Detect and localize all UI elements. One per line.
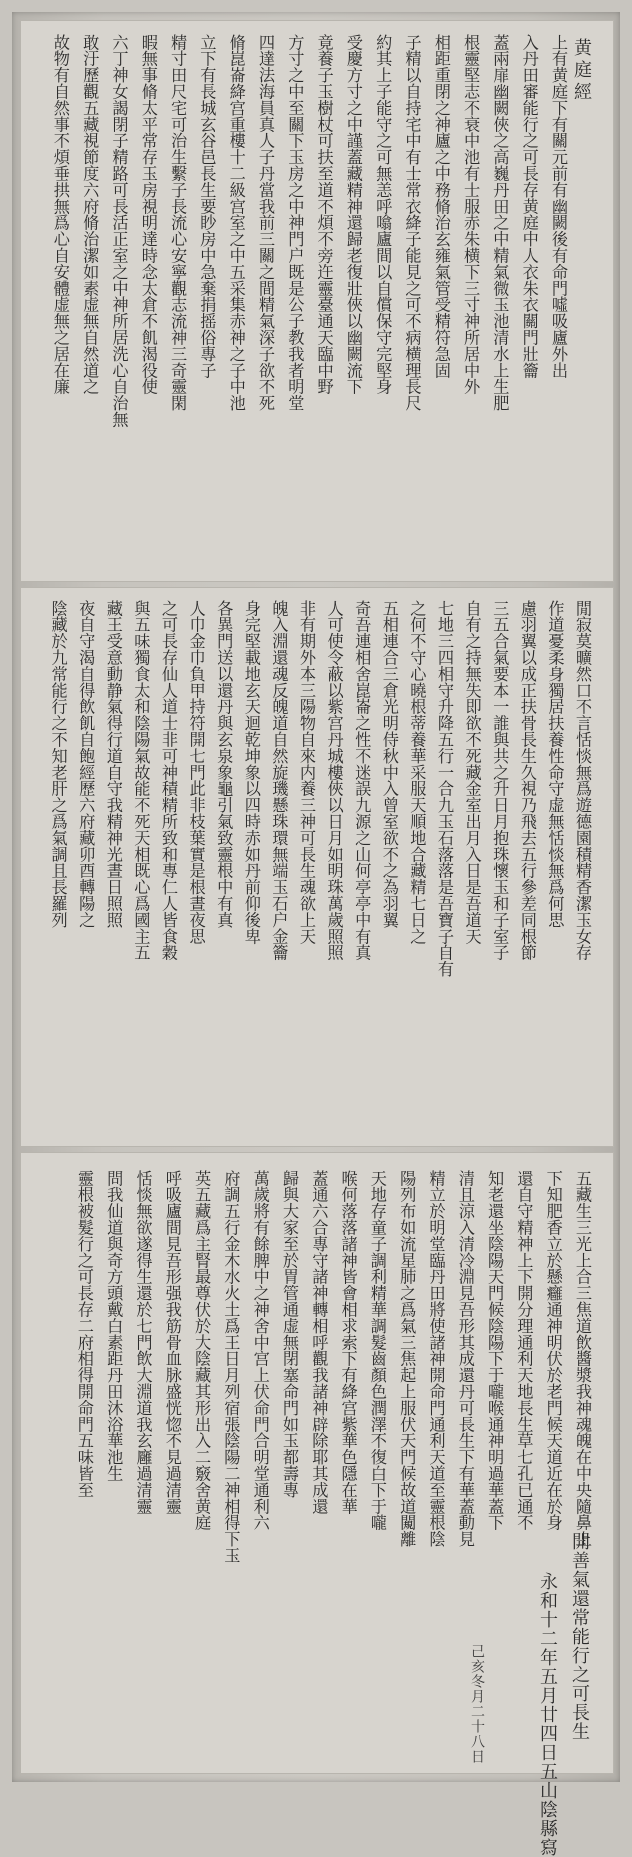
section-1-column: 子精以自持宅中有士常衣絳子能見之可不病横理長尺 [402, 34, 422, 412]
section-2-column: 慮羽翼以成正扶骨長生久視乃飛去五行參差同根節 [517, 600, 537, 961]
closing-line-1: 開善氣還常能行之可長生 [569, 1532, 590, 1741]
closing-line-2: 永和十二年五月廿四日五山陰縣寫 [537, 1572, 558, 1857]
section-3-column: 還自守精神上下開分理通利天地長生草七孔已通不 [514, 1170, 534, 1531]
section-1-column: 相距重閉之神廬之中務脩治玄雍氣管受精符急固 [431, 34, 451, 379]
section-2-column: 魄入淵還魂反魄道自然旋璣懸珠環無端玉石户金籥 [269, 600, 289, 961]
section-3-column: 英五藏爲主腎最尊伏於大陰藏其形出入二竅舍黄庭 [192, 1170, 212, 1531]
section-2-column: 身完堅載地玄天迴乾坤象以四時赤如丹前仰後卑 [241, 600, 261, 945]
section-2-column: 自有之持無失即欲不死藏金室出月入日是吾道天 [462, 600, 482, 945]
section-1-column: 暇無事脩太平常存玉房視明達時念太倉不飢渴役使 [138, 34, 158, 395]
section-3-column: 下知肥香立於懸癰通神明伏於老門候天道近在於身 [543, 1170, 563, 1531]
section-1-column: 受慶方寸之中謹蓋藏精神還歸老復壯俠以幽闕流下 [343, 34, 363, 395]
section-3-column: 恬惔無欲遂得生還於七門飲大淵道我玄廱過清靈 [133, 1170, 153, 1515]
section-2-column: 作道憂柔身獨居扶養性命守虚無恬惔無爲何思 [545, 600, 565, 928]
section-3-column: 知老還坐陰陽天門候陰陽下于嚨喉通神明過華蓋下 [485, 1170, 505, 1531]
document-title: 黄庭經 [571, 38, 592, 104]
section-3-column: 府調五行金木水火土爲王日月列宿張陰陽二神相得下玉 [221, 1170, 241, 1564]
section-3-column: 問我仙道與奇方頭戴白素距丹田沐浴華池生 [104, 1170, 124, 1482]
scroll-mount [12, 12, 620, 1857]
section-2-column: 非有期外本三陽物自來内養三神可長生魂欲上天 [297, 600, 316, 945]
section-1-column: 立下有長城玄谷邑長生要眇房中急棄捐摇俗專子 [197, 34, 217, 379]
section-1-column: 四達法海員真人子丹當我前三關之間精氣深子欲不死 [256, 34, 275, 412]
section-3-column: 喉何落落諸神皆會相求索下有絳宫紫華色隱在華 [338, 1170, 358, 1515]
section-1-column: 約其上子能守之可無恙呼噏廬間以自償保守完堅身 [373, 34, 393, 395]
section-2-column: 之何不守心曉根蒂養華采服天順地合藏精七日之 [407, 600, 427, 945]
section-1-column: 故物有自然事不煩垂拱無爲心自安體虚無之居在廉 [50, 34, 70, 395]
section-1-column: 方寸之中至關下玉房之中神門户既是公子教我者明堂 [285, 34, 305, 412]
section-3-column: 呼吸廬間見吾形强我筋骨血脉盛恍惚不見過清靈 [162, 1170, 182, 1515]
section-1-column: 入丹田審能行之可長存黄庭中人衣朱衣關門壯籥 [519, 34, 539, 379]
section-1-column: 精寸田尺宅可治生繫子長流心安寧觀志流神三奇靈閑 [168, 34, 188, 412]
section-2-column: 五相連合三倉光明侍秋中入曾室欲不之為羽翼 [379, 600, 399, 928]
section-1-column: 根靈堅志不衰中池有士服赤朱横下三寸神所居中外 [461, 34, 481, 395]
section-2-column: 人可使令蔽以紫宫丹城樓俠以日月如明珠萬歲照照 [324, 600, 344, 961]
section-3-column: 萬歲將有餘脾中之神舍中宫上伏命門合明堂通利六 [250, 1170, 270, 1531]
section-2-column: 藏王受意動静氣得行道自守我精神光晝日照照 [103, 600, 123, 928]
section-2-column: 奇吾連相舍崑崙之性不迷誤九源之山何亭亭中有真 [352, 600, 372, 961]
section-1-column: 蓋兩扉幽闕俠之高巍丹田之中精氣微玉池清水上生肥 [490, 34, 510, 412]
section-1-column: 脩崑崙絳宫重樓十二級宫室之中五采集赤神之子中池 [226, 34, 246, 412]
section-3-column: 五藏生三光上合三焦道飲醬漿我神魂魄在中央隨鼻上 [573, 1170, 592, 1548]
section-1-column: 六丁神女謁閉子精路可長活正室之中神所居洗心自治無 [109, 34, 129, 428]
section-2-column: 三五合氣要本一誰與共之升日月抱珠懷玉和子室子 [490, 600, 510, 961]
section-2-column: 夜自守渴自得飲飢自飽經歷六府藏卯酉轉陽之 [76, 600, 96, 928]
section-1-column: 竟養子玉樹杖可扶至道不煩不旁迕靈臺通天臨中野 [314, 34, 334, 395]
section-2-column: 七地三四相守升降五行一合九玉石落落是吾寶子自有 [435, 600, 454, 978]
section-2-column: 之可長存仙人道士非可神積精所致和專仁人皆食穀 [159, 600, 178, 961]
section-2-column: 與五味獨食太和陰陽氣故能不死天相既心爲國主五 [131, 600, 151, 961]
section-2-column: 陰藏於九常能行之不知老肝之爲氣調且長羅列 [48, 600, 68, 928]
date-inscription: 己亥冬月二十八日 [469, 1644, 485, 1764]
section-2-column: 各異門送以還丹與玄泉象龜引氣致靈根中有真 [214, 600, 234, 928]
section-1-column: 上有黄庭下有關元前有幽闕後有命門噓吸廬外出 [549, 34, 568, 379]
section-2-column: 人巾金巾負甲持符開七門此非枝葉實是根晝夜思 [186, 600, 206, 945]
section-2-column: 閒寂莫曠然口不言恬惔無爲遊德園積精香潔玉女存 [573, 600, 592, 961]
section-3-column: 精立於明堂臨丹田將使諸神開命門通利天道至靈根陰 [426, 1170, 446, 1548]
section-1-column: 敢汙歷觀五藏視節度六府脩治潔如素虚無自然道之 [80, 34, 100, 395]
section-3-column: 靈根被髮行之可長存二府相得開命門五味皆至 [74, 1170, 94, 1498]
section-3-column: 清且涼入清冷淵見吾形其成還丹可長生下有華蓋動見 [455, 1170, 475, 1548]
section-3-column: 歸與大家至於胃管通虚無閉塞命門如玉都壽專 [280, 1170, 299, 1498]
section-3-column: 蓋通六合專守諸神轉相呼觀我諸神辟除耶其成還 [309, 1170, 329, 1515]
section-3-column: 天地存童子調利精華調髮齒顏色潤澤不復白下于嚨 [367, 1170, 387, 1531]
section-3-column: 陽列布如流星肺之爲氣三焦起上服伏天門候故道闚離 [397, 1170, 417, 1548]
